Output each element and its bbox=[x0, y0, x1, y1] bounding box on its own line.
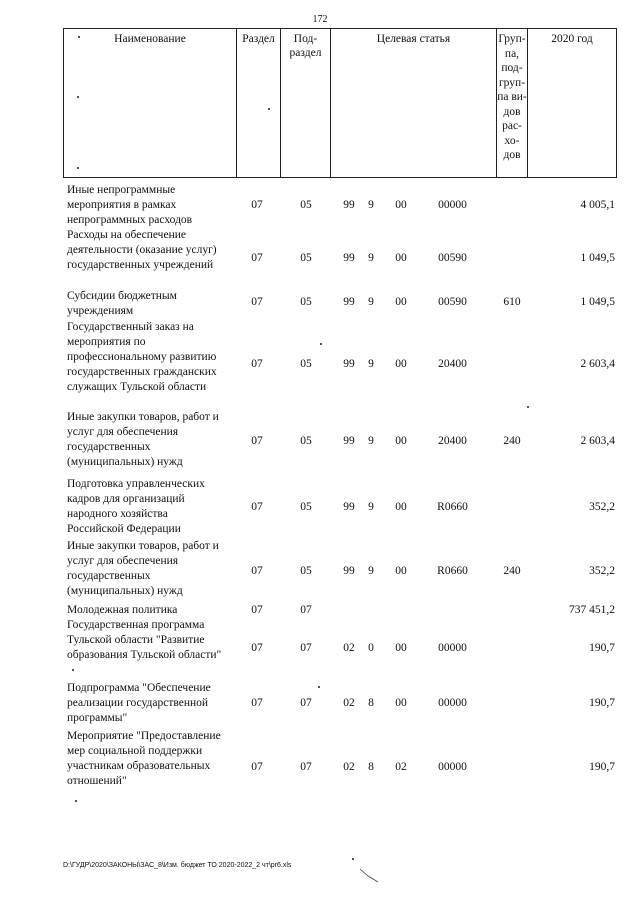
row-target-subprogram: 8 bbox=[368, 697, 374, 709]
footer-file-path: D:\ГУДР\2020\ЗАКОНЫ\ЗАС_8\Изм. бюджет ТО 2020-2022_2 чт\pr6.xls bbox=[63, 862, 292, 869]
row-name: Иные закупки товаров, работ и услуг для обеспечения государственных (муниципальных) нужд bbox=[67, 540, 219, 597]
row-target-program: 99 bbox=[343, 501, 355, 513]
row-target-event: 00 bbox=[395, 642, 407, 654]
row-target-program: 99 bbox=[343, 358, 355, 370]
row-amount: 190,7 bbox=[589, 697, 615, 709]
row-target-direction: 00000 bbox=[438, 761, 467, 773]
header-divider bbox=[236, 28, 237, 178]
row-name: Субсидии бюджетным учреждениям bbox=[67, 290, 177, 317]
header-name: Наименование bbox=[114, 33, 186, 45]
row-target-event: 00 bbox=[395, 501, 407, 513]
row-target-direction: 00590 bbox=[438, 296, 467, 308]
row-target-event: 00 bbox=[395, 697, 407, 709]
scan-speck bbox=[77, 96, 79, 98]
row-podrazdel: 05 bbox=[300, 565, 312, 577]
row-razdel: 07 bbox=[251, 565, 263, 577]
row-target-event: 02 bbox=[395, 761, 407, 773]
row-target-program: 02 bbox=[343, 697, 355, 709]
row-podrazdel: 07 bbox=[300, 642, 312, 654]
row-amount: 2 603,4 bbox=[580, 435, 615, 447]
row-target-event: 00 bbox=[395, 565, 407, 577]
row-razdel: 07 bbox=[251, 604, 263, 616]
row-target-program: 99 bbox=[343, 435, 355, 447]
row-target-direction: 20400 bbox=[438, 435, 467, 447]
row-target-program: 02 bbox=[343, 642, 355, 654]
row-razdel: 07 bbox=[251, 642, 263, 654]
row-expense-type: 610 bbox=[503, 296, 521, 308]
scan-speck bbox=[352, 858, 354, 860]
scan-speck bbox=[72, 669, 74, 671]
scan-speck bbox=[318, 686, 320, 688]
row-amount: 1 049,5 bbox=[580, 296, 615, 308]
row-expense-type: 240 bbox=[503, 565, 521, 577]
row-razdel: 07 bbox=[251, 761, 263, 773]
row-target-subprogram: 9 bbox=[368, 296, 374, 308]
header-target-article: Целевая статья bbox=[376, 33, 451, 45]
row-target-direction: 00590 bbox=[438, 252, 467, 264]
row-razdel: 07 bbox=[251, 296, 263, 308]
header-divider bbox=[330, 28, 331, 178]
row-amount: 4 005,1 bbox=[580, 199, 615, 211]
row-name: Расходы на обеспечение деятельности (оказание услуг) государственных учреждений bbox=[67, 229, 217, 271]
row-podrazdel: 07 bbox=[300, 604, 312, 616]
row-podrazdel: 05 bbox=[300, 435, 312, 447]
row-name: Подготовка управленческих кадров для организаций народного хозяйства Российской Федерации bbox=[67, 478, 205, 535]
row-target-subprogram: 9 bbox=[368, 252, 374, 264]
row-target-subprogram: 0 bbox=[368, 642, 374, 654]
row-podrazdel: 05 bbox=[300, 296, 312, 308]
row-target-event: 00 bbox=[395, 358, 407, 370]
row-podrazdel: 05 bbox=[300, 199, 312, 211]
row-target-subprogram: 9 bbox=[368, 199, 374, 211]
row-name: Государственный заказ на мероприятия по профессиональному развитию государственных гражданских служащих Тульской области bbox=[67, 321, 217, 393]
row-target-program: 99 bbox=[343, 199, 355, 211]
row-target-subprogram: 9 bbox=[368, 501, 374, 513]
row-name: Мероприятие "Предоставление мер социальной поддержки участникам образовательных отношений" bbox=[67, 730, 221, 787]
row-target-direction: 00000 bbox=[438, 697, 467, 709]
row-target-event: 00 bbox=[395, 435, 407, 447]
scan-speck bbox=[75, 800, 77, 802]
row-amount: 190,7 bbox=[589, 642, 615, 654]
scan-speck bbox=[268, 108, 270, 110]
row-target-subprogram: 9 bbox=[368, 435, 374, 447]
row-target-subprogram: 9 bbox=[368, 565, 374, 577]
row-podrazdel: 05 bbox=[300, 252, 312, 264]
header-group: Груп- па, под- груп- па ви- дов рас- хо- дов bbox=[497, 33, 527, 161]
row-amount: 190,7 bbox=[589, 761, 615, 773]
row-target-direction: 20400 bbox=[438, 358, 467, 370]
page-number: 172 bbox=[312, 14, 328, 25]
row-name: Иные закупки товаров, работ и услуг для обеспечения государственных (муниципальных) нужд bbox=[67, 411, 219, 468]
row-target-event: 00 bbox=[395, 252, 407, 264]
row-target-direction: 00000 bbox=[438, 199, 467, 211]
row-podrazdel: 07 bbox=[300, 697, 312, 709]
row-podrazdel: 07 bbox=[300, 761, 312, 773]
row-target-subprogram: 9 bbox=[368, 358, 374, 370]
row-expense-type: 240 bbox=[503, 435, 521, 447]
row-target-program: 99 bbox=[343, 565, 355, 577]
header-podrazdel: Под- раздел bbox=[289, 33, 322, 59]
row-razdel: 07 bbox=[251, 252, 263, 264]
row-name: Молодежная политика bbox=[67, 604, 178, 616]
row-razdel: 07 bbox=[251, 199, 263, 211]
header-year: 2020 год bbox=[551, 33, 593, 45]
scan-mark bbox=[358, 866, 380, 886]
row-razdel: 07 bbox=[251, 435, 263, 447]
row-amount: 352,2 bbox=[589, 501, 615, 513]
row-target-direction: R0660 bbox=[437, 501, 468, 513]
scan-speck bbox=[320, 343, 322, 345]
row-target-program: 99 bbox=[343, 252, 355, 264]
row-razdel: 07 bbox=[251, 501, 263, 513]
row-amount: 737 451,2 bbox=[569, 604, 615, 616]
header-razdel: Раздел bbox=[242, 33, 275, 45]
row-amount: 2 603,4 bbox=[580, 358, 615, 370]
header-divider bbox=[527, 28, 528, 178]
row-target-program: 02 bbox=[343, 761, 355, 773]
row-podrazdel: 05 bbox=[300, 501, 312, 513]
row-razdel: 07 bbox=[251, 358, 263, 370]
row-podrazdel: 05 bbox=[300, 358, 312, 370]
row-amount: 1 049,5 bbox=[580, 252, 615, 264]
row-target-subprogram: 8 bbox=[368, 761, 374, 773]
row-amount: 352,2 bbox=[589, 565, 615, 577]
table-header bbox=[63, 28, 617, 178]
row-target-program: 99 bbox=[343, 296, 355, 308]
row-target-direction: R0660 bbox=[437, 565, 468, 577]
row-target-event: 00 bbox=[395, 296, 407, 308]
row-razdel: 07 bbox=[251, 697, 263, 709]
scan-speck bbox=[77, 167, 79, 169]
row-target-direction: 00000 bbox=[438, 642, 467, 654]
scan-speck bbox=[78, 36, 80, 38]
row-name: Иные непрограммные мероприятия в рамках непрограммных расходов bbox=[67, 184, 193, 226]
row-name: Подпрограмма "Обеспечение реализации государственной программы" bbox=[67, 682, 211, 724]
row-name: Государственная программа Тульской области "Развитие образования Тульской области" bbox=[67, 619, 222, 661]
row-target-event: 00 bbox=[395, 199, 407, 211]
scan-speck bbox=[527, 406, 529, 408]
